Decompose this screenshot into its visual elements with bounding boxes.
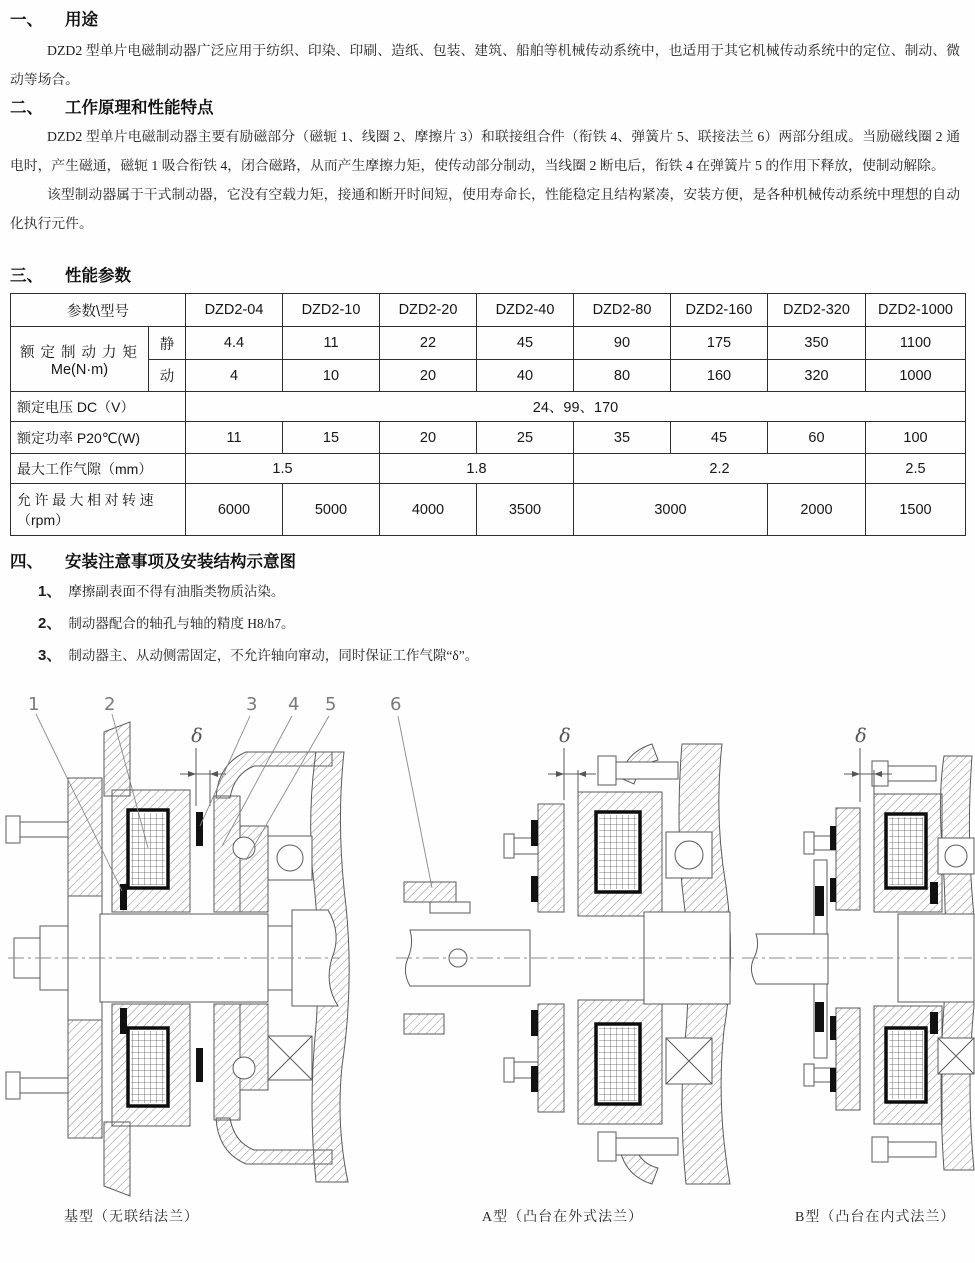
table-cell: 40: [477, 360, 574, 392]
diagram-a-type: [396, 725, 734, 1184]
paragraph: DZD2 型单片电磁制动器广泛应用于纺织、印染、印刷、造纸、包装、建筑、船舶等机械传动系统中，也适用于其它机械传动系统中的定位、制动、微动等场合。: [10, 43, 960, 87]
table-row-torque-dynamic: [11, 360, 966, 392]
table-cell: 80: [574, 360, 671, 392]
note-number: 1、: [38, 583, 62, 600]
table-cell: 175: [671, 327, 768, 360]
table-cell: 25: [477, 422, 574, 454]
table-cell: 2.2: [574, 454, 866, 484]
table-cell: 1100: [866, 327, 966, 360]
table-cell: 90: [574, 327, 671, 360]
callout-5: 5: [325, 694, 337, 715]
model-header: DZD2-160: [671, 294, 768, 327]
table-row-voltage: [11, 392, 966, 422]
model-header: DZD2-20: [380, 294, 477, 327]
section-title: 安装注意事项及安装结构示意图: [65, 553, 296, 571]
section-title: 用途: [65, 11, 98, 29]
table-row-power: [11, 422, 966, 454]
caption-b-type: B型（凸台在内式法兰）: [795, 1210, 956, 1225]
paragraph: DZD2 型单片电磁制动器主要有励磁部分（磁轭 1、线圈 2、摩擦片 3）和联接组合件（衔铁 4、弹簧片 5、联接法兰 6）两部分组成。当励磁线圈 2 通电时，产生磁通，磁轭 1 吸合衔铁 4，闭合磁路，从而产生摩擦力矩，使传动部分制动，当线圈 2 断电后，衔铁 4 在弹簧片 5 的作用下释放，使制动解除。: [10, 129, 960, 173]
note-text: 摩擦副表面不得有油脂类物质沾染。: [68, 584, 285, 599]
voltage-value: 24、99、170: [186, 392, 966, 422]
gap-label: 最大工作气隙（mm）: [11, 454, 186, 484]
diagram-base-type: [6, 722, 349, 1196]
table-cell: 3500: [477, 484, 574, 536]
torque-unit: Me(N·m): [50, 361, 109, 378]
table-cell: 1500: [866, 484, 966, 536]
table-cell: 5000: [283, 484, 380, 536]
section-number: 二、: [10, 99, 43, 117]
table-cell: 1.8: [380, 454, 574, 484]
callout-6: 6: [390, 694, 402, 715]
callout-4: 4: [288, 694, 300, 715]
table-cell: 6000: [186, 484, 283, 536]
model-header: DZD2-40: [477, 294, 574, 327]
section-heading-1: [10, 6, 98, 30]
table-row-torque-static: [11, 327, 966, 360]
section-title: 性能参数: [65, 267, 131, 285]
section-number: 一、: [10, 11, 43, 29]
table-cell: 11: [186, 422, 283, 454]
section-heading-3: [10, 262, 131, 286]
table-cell: 11: [283, 327, 380, 360]
model-header: DZD2-320: [768, 294, 866, 327]
install-note-3: [38, 644, 938, 665]
table-cell: 4000: [380, 484, 477, 536]
table-cell: 20: [380, 422, 477, 454]
note-number: 3、: [38, 647, 62, 664]
voltage-label: 额定电压 DC（V）: [11, 392, 186, 422]
diagram-b-type: [742, 725, 974, 1170]
torque-label: 额定制动力矩: [20, 344, 143, 361]
table-cell: 320: [768, 360, 866, 392]
section-title: 工作原理和性能特点: [65, 99, 214, 117]
performance-table-wrap: [10, 293, 965, 536]
model-header: DZD2-10: [283, 294, 380, 327]
performance-table: [10, 293, 966, 536]
callout-2: 2: [104, 694, 116, 715]
torque-label-cell: [11, 327, 149, 392]
table-header-row: [11, 294, 966, 327]
install-note-1: [38, 580, 938, 601]
table-cell: 35: [574, 422, 671, 454]
table-cell: 2.5: [866, 454, 966, 484]
table-cell: 60: [768, 422, 866, 454]
section-heading-2: [10, 94, 214, 118]
callout-3: 3: [246, 694, 258, 715]
caption-a-type: A型（凸台在外式法兰）: [482, 1210, 644, 1225]
table-cell: 1000: [866, 360, 966, 392]
paragraph: 该型制动器属于干式制动器，它没有空载力矩，接通和断开时间短，使用寿命长，性能稳定且结构紧凑，安装方便，是各种机械传动系统中理想的自动化执行元件。: [10, 187, 960, 231]
callout-1: 1: [28, 694, 40, 715]
model-header: DZD2-80: [574, 294, 671, 327]
table-cell: 20: [380, 360, 477, 392]
corner-cell: 参数\型号: [11, 294, 186, 327]
table-cell: 10: [283, 360, 380, 392]
table-cell: 1.5: [186, 454, 380, 484]
table-cell: 4: [186, 360, 283, 392]
dynamic-label: 动: [149, 360, 186, 392]
power-label: 额定功率 P20℃(W): [11, 422, 186, 454]
install-note-2: [38, 612, 938, 633]
delta-symbol: δ: [855, 725, 867, 747]
speed-label: 允许最大相对转速: [17, 491, 157, 508]
speed-unit: （rpm）: [17, 511, 70, 528]
caption-base-type: 基型（无联结法兰）: [64, 1210, 199, 1225]
table-cell: 350: [768, 327, 866, 360]
model-header: DZD2-04: [186, 294, 283, 327]
section-2-body: [10, 122, 960, 238]
table-cell: 4.4: [186, 327, 283, 360]
delta-symbol: δ: [191, 725, 203, 747]
brake-cross-section-diagrams: [0, 686, 975, 1198]
static-label: 静: [149, 327, 186, 360]
table-row-speed: [11, 484, 966, 536]
table-cell: 15: [283, 422, 380, 454]
section-1-body: [10, 36, 960, 94]
table-cell: 22: [380, 327, 477, 360]
table-row-gap: [11, 454, 966, 484]
table-cell: 160: [671, 360, 768, 392]
speed-label-cell: [11, 484, 186, 536]
section-heading-4: [10, 548, 296, 572]
table-cell: 3000: [574, 484, 768, 536]
note-text: 制动器配合的轴孔与轴的精度 H8/h7。: [68, 616, 295, 631]
section-number: 四、: [10, 553, 43, 571]
note-text: 制动器主、从动侧需固定，不允许轴向窜动，同时保证工作气隙“δ”。: [68, 648, 479, 663]
table-cell: 100: [866, 422, 966, 454]
note-number: 2、: [38, 615, 62, 632]
model-header: DZD2-1000: [866, 294, 966, 327]
table-cell: 2000: [768, 484, 866, 536]
table-cell: 45: [671, 422, 768, 454]
table-cell: 45: [477, 327, 574, 360]
section-number: 三、: [10, 267, 43, 285]
delta-symbol: δ: [559, 725, 571, 747]
